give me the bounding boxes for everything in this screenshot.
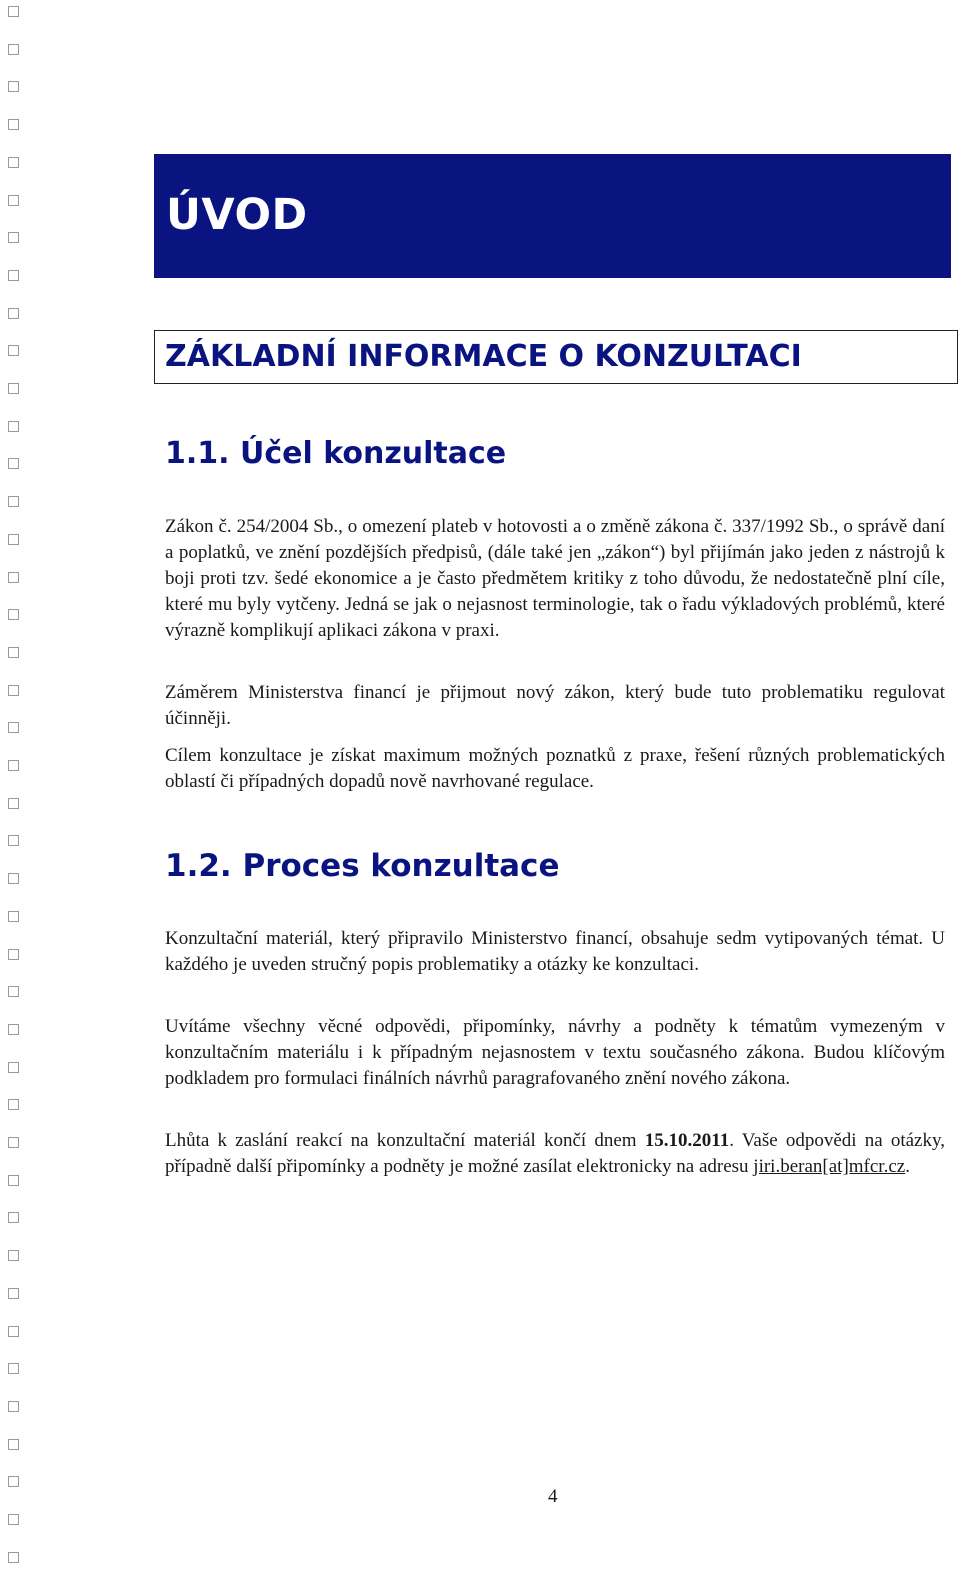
margin-square-icon: [8, 1514, 19, 1525]
margin-square-icon: [8, 534, 19, 545]
margin-square-icon: [8, 798, 19, 809]
margin-square-icon: [8, 421, 19, 432]
margin-square-icon: [8, 1476, 19, 1487]
deadline-text-end: .: [905, 1156, 910, 1177]
paragraph-deadline: [165, 1128, 945, 1180]
margin-square-icon: [8, 835, 19, 846]
section-heading-box: [154, 330, 958, 384]
margin-square-icon: [8, 1212, 19, 1223]
margin-square-icon: [8, 609, 19, 620]
margin-square-icon: [8, 1552, 19, 1563]
contact-email-link[interactable]: jiri.beran[at]mfcr.cz: [753, 1156, 906, 1177]
margin-square-icon: [8, 873, 19, 884]
margin-square-icon: [8, 722, 19, 733]
margin-square-icon: [8, 1099, 19, 1110]
deadline-text-before: Lhůta k zaslání reakcí na konzultační materiál končí dnem: [165, 1130, 645, 1151]
margin-square-icon: [8, 1175, 19, 1186]
margin-square-icon: [8, 1439, 19, 1450]
margin-square-icon: [8, 1250, 19, 1261]
margin-square-icon: [8, 44, 19, 55]
paragraph-law-background: Zákon č. 254/2004 Sb., o omezení plateb v hotovosti a o změně zákona č. 337/1992 Sb., o správě daní a poplatků, ve znění pozdějších předpisů, (dále také jen „zákon“) byl přijímán jako jeden z nástrojů k boji proti tzv. šedé ekonomice a je často předmětem kritiky z toho důvodu, že nedostatečně plní cíle, které mu byly vytčeny. Jedná se jak o nejasnost terminologie, tak o řadu výkladových problémů, které výrazně komplikují aplikaci zákona v praxi.: [165, 516, 945, 641]
margin-square-icon: [8, 949, 19, 960]
margin-square-icon: [8, 458, 19, 469]
paragraph-ministry-intent: Záměrem Ministerstva financí je přijmout nový zákon, který bude tuto problematiku regulovat účinněji.: [165, 682, 945, 729]
deadline-date: 15.10.2011: [644, 1130, 730, 1151]
margin-square-icon: [8, 1401, 19, 1412]
margin-square-icon: [8, 1024, 19, 1035]
margin-square-icon: [8, 81, 19, 92]
margin-square-icon: [8, 1062, 19, 1073]
margin-square-icon: [8, 647, 19, 658]
margin-square-icon: [8, 760, 19, 771]
paragraph-consultation-goal: Cílem konzultace je získat maximum možných poznatků z praxe, řešení různých problematických oblastí či případných dopadů nově navrhované regulace.: [165, 745, 945, 792]
margin-square-icon: [8, 685, 19, 696]
chapter-title: ÚVOD: [166, 190, 308, 240]
margin-square-icon: [8, 383, 19, 394]
margin-square-icon: [8, 6, 19, 17]
margin-square-icon: [8, 308, 19, 319]
margin-square-icon: [8, 345, 19, 356]
margin-square-icon: [8, 572, 19, 583]
chapter-banner: [154, 154, 951, 278]
page-number: 4: [548, 1486, 558, 1507]
margin-square-icon: [8, 119, 19, 130]
margin-square-icon: [8, 232, 19, 243]
paragraph-welcome-responses: Uvítáme všechny věcné odpovědi, připomínky, návrhy a podněty k tématům vymezeným v konzultačním materiálu i k případným nejasnostem v textu současného zákona. Budou klíčovým podkladem pro formulaci finálních návrhů paragrafovaného znění nového zákona.: [165, 1016, 945, 1089]
subsection-heading-process: 1.2. Proces konzultace: [165, 848, 560, 884]
margin-square-icon: [8, 496, 19, 507]
margin-square-icon: [8, 195, 19, 206]
margin-square-icon: [8, 1326, 19, 1337]
paragraph-material-description: Konzultační materiál, který připravilo Ministerstvo financí, obsahuje sedm vytipovaných témat. U každého je uveden stručný popis problematiky a otázky ke konzultaci.: [165, 928, 945, 975]
subsection-heading-purpose: 1.1. Účel konzultace: [165, 436, 507, 471]
deadline-text-after: . Vaše odpovědi na otázky, případně další připomínky a podněty je možné zasílat elektronicky na adresu: [165, 1130, 945, 1177]
margin-square-icon: [8, 1137, 19, 1148]
margin-square-icon: [8, 1288, 19, 1299]
section-heading: ZÁKLADNÍ INFORMACE O KONZULTACI: [165, 339, 802, 374]
margin-square-icon: [8, 157, 19, 168]
margin-square-icon: [8, 270, 19, 281]
margin-square-icon: [8, 911, 19, 922]
margin-checkbox-strip: [0, 0, 30, 1584]
margin-square-icon: [8, 986, 19, 997]
margin-square-icon: [8, 1363, 19, 1374]
